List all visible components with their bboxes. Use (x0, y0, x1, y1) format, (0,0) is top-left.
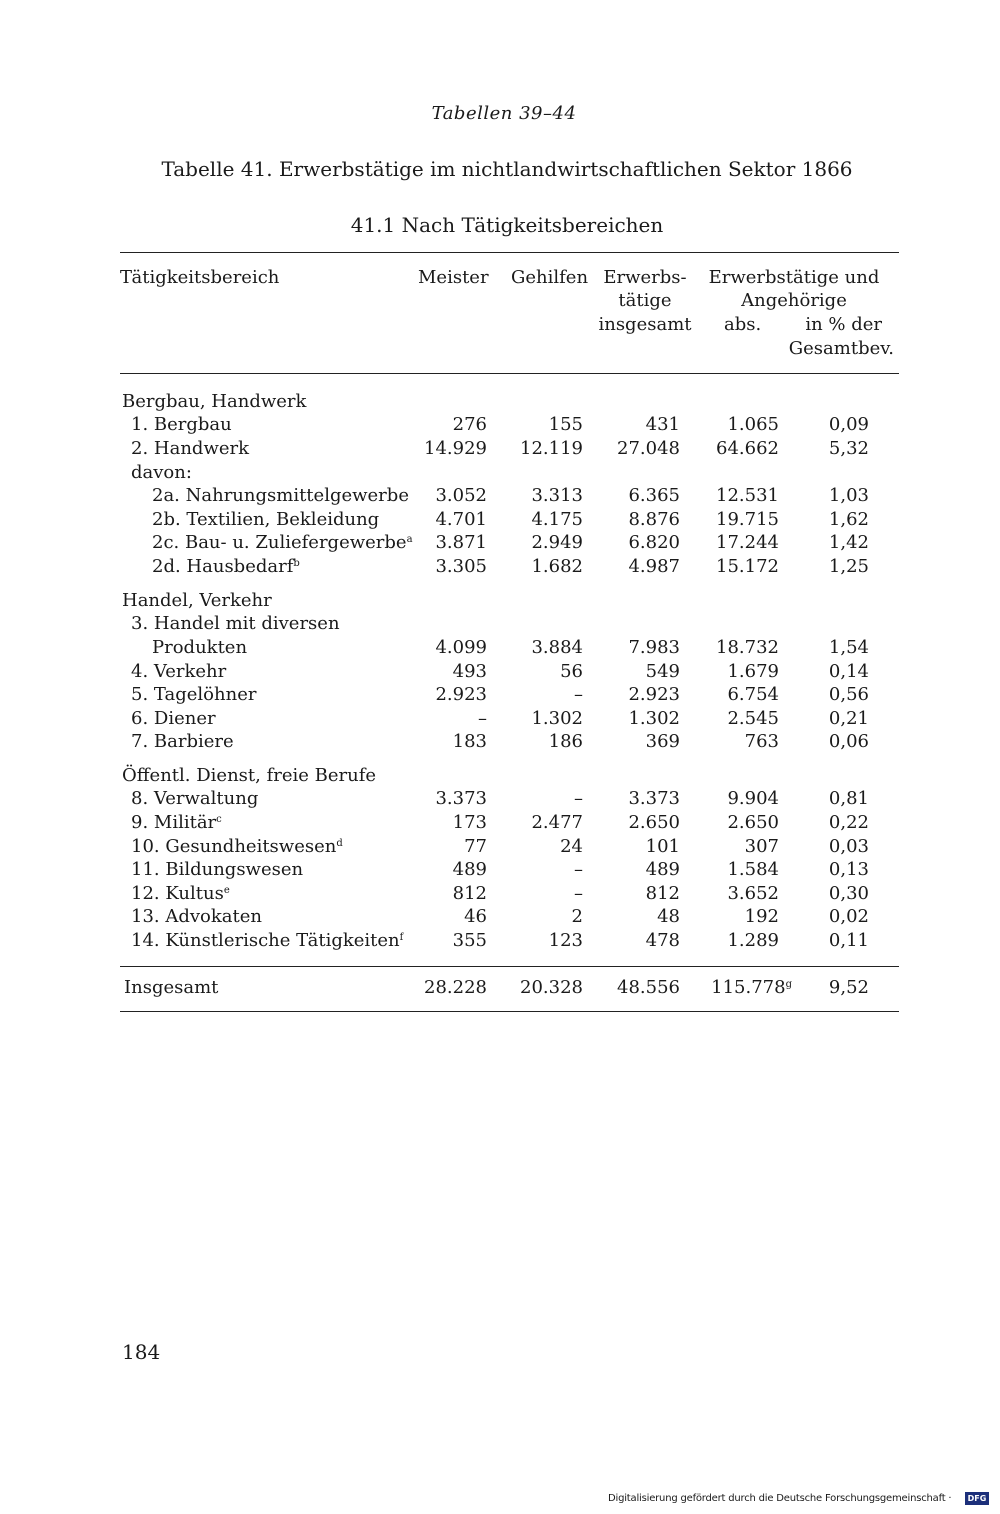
header-erwerbstaetige-1: Erwerbs- (603, 267, 687, 288)
table-row (0, 787, 1000, 811)
row-label (131, 660, 226, 684)
header-bereich: Tätigkeitsbereich (120, 267, 280, 288)
cell-meister: 276 (452, 414, 487, 435)
cell-abs: 12.531 (716, 485, 779, 506)
cell-erwerb: 812 (645, 883, 680, 904)
row-label-text: 11. Bildungswesen (131, 859, 304, 880)
cell-pct: 0,02 (828, 906, 869, 927)
cell-gehilfen: – (574, 788, 583, 809)
cell-erwerb: 48 (657, 906, 680, 927)
header-rule (120, 373, 899, 374)
row-label-text: Produkten (152, 637, 248, 658)
row-label-text: 13. Advokaten (131, 906, 262, 927)
cell-abs: 2.545 (727, 708, 779, 729)
cell-erwerb: 4.987 (628, 556, 680, 577)
row-label (131, 905, 262, 929)
row-label (152, 484, 409, 508)
cell-erwerb: 431 (645, 414, 680, 435)
row-label (122, 589, 272, 613)
cell-meister: 355 (452, 930, 487, 951)
row-label-text: 4. Verkehr (131, 661, 227, 682)
cell-abs: 1.679 (727, 661, 779, 682)
row-label-text: 2c. Bau- u. Zuliefergewerbe (152, 532, 407, 553)
cell-abs: 1.065 (727, 414, 779, 435)
cell-gehilfen: 3.313 (531, 485, 583, 506)
cell-erwerb: 1.302 (628, 708, 680, 729)
table-row (0, 531, 1000, 555)
footer-credit: Digitalisierung gefördert durch die Deutsche Forschungsgemeinschaft · (608, 1493, 952, 1504)
row-label (152, 531, 413, 555)
cell-abs: 3.652 (727, 883, 779, 904)
cell-gehilfen: – (574, 883, 583, 904)
header-meister: Meister (418, 267, 489, 288)
footnote-mark: b (293, 558, 300, 569)
cell-meister: 46 (464, 906, 487, 927)
table-row (0, 612, 1000, 636)
cell-abs: 763 (744, 731, 779, 752)
cell-erwerb: 489 (645, 859, 680, 880)
cell-meister: 3.305 (435, 556, 487, 577)
cell-meister: 183 (452, 731, 487, 752)
header-pct-2: Gesamtbev. (788, 338, 894, 359)
section-heading-row (0, 390, 1000, 414)
table-row (0, 555, 1000, 579)
row-label-text: 10. Gesundheitswesen (131, 836, 337, 857)
cell-gehilfen: 1.302 (531, 708, 583, 729)
row-label-text: 2a. Nahrungsmittelgewerbe (152, 485, 409, 506)
total-row (0, 976, 1000, 1000)
table-title: Tabelle 41. Erwerbstätige im nichtlandwirtschaftlichen Sektor 1866 (161, 157, 853, 181)
row-label-text: Handel, Verkehr (122, 590, 272, 611)
cell-pct: 1,25 (828, 556, 869, 577)
total-abs-value: 115.778 (711, 977, 786, 998)
cell-meister: 3.871 (435, 532, 487, 553)
table-row (0, 508, 1000, 532)
row-label (131, 730, 234, 754)
total-meister: 28.228 (424, 977, 487, 998)
table-row (0, 636, 1000, 660)
total-pct: 9,52 (828, 977, 869, 998)
cell-meister: 4.099 (435, 637, 487, 658)
table-row (0, 858, 1000, 882)
footnote-mark: c (216, 814, 222, 825)
cell-erwerb: 369 (645, 731, 680, 752)
cell-gehilfen: 1.682 (531, 556, 583, 577)
table-row (0, 811, 1000, 835)
row-label (131, 683, 256, 707)
cell-meister: 14.929 (424, 438, 487, 459)
cell-erwerb: 549 (645, 661, 680, 682)
cell-abs: 19.715 (716, 509, 779, 530)
row-label (131, 858, 303, 882)
table-row (0, 683, 1000, 707)
cell-abs: 6.754 (727, 684, 779, 705)
cell-gehilfen: 155 (548, 414, 583, 435)
row-label-text: davon: (131, 462, 192, 483)
cell-gehilfen: 24 (560, 836, 583, 857)
row-label-text: 2d. Hausbedarf (152, 556, 294, 577)
bottom-rule (120, 1011, 899, 1012)
page-number: 184 (122, 1340, 161, 1364)
cell-meister: – (478, 708, 487, 729)
cell-gehilfen: 2.949 (531, 532, 583, 553)
cell-abs: 192 (744, 906, 779, 927)
cell-pct: 1,03 (828, 485, 869, 506)
row-label-text: 12. Kultus (131, 883, 224, 904)
row-label (131, 929, 403, 953)
row-label (152, 508, 379, 532)
row-label-text: 9. Militär (131, 812, 217, 833)
cell-erwerb: 7.983 (628, 637, 680, 658)
cell-erwerb: 101 (645, 836, 680, 857)
cell-abs: 1.584 (727, 859, 779, 880)
table-row (0, 835, 1000, 859)
row-label (152, 555, 300, 579)
cell-gehilfen: 3.884 (531, 637, 583, 658)
row-label-text: 6. Diener (131, 708, 216, 729)
row-label-text: Bergbau, Handwerk (122, 391, 307, 412)
row-label-text: 2. Handwerk (131, 438, 250, 459)
table-row (0, 905, 1000, 929)
header-gehilfen: Gehilfen (511, 267, 589, 288)
header-erwerbstaetige-2: tätige (618, 290, 672, 311)
footnote-mark: d (336, 838, 343, 849)
cell-erwerb: 478 (645, 930, 680, 951)
cell-pct: 0,03 (828, 836, 869, 857)
row-label-text: 2b. Textilien, Bekleidung (152, 509, 380, 530)
row-label (131, 835, 343, 859)
section-heading-row (0, 764, 1000, 788)
cell-pct: 1,62 (828, 509, 869, 530)
table-row (0, 461, 1000, 485)
row-label (131, 882, 230, 906)
row-label-text: 7. Barbiere (131, 731, 234, 752)
row-label-text: 14. Künstlerische Tätigkeiten (131, 930, 400, 951)
cell-erwerb: 8.876 (628, 509, 680, 530)
cell-pct: 0,06 (828, 731, 869, 752)
cell-erwerb: 6.365 (628, 485, 680, 506)
cell-abs: 2.650 (727, 812, 779, 833)
row-label (131, 811, 222, 835)
cell-erwerb: 2.923 (628, 684, 680, 705)
total-erwerbstaetige: 48.556 (617, 977, 680, 998)
row-label (122, 764, 376, 788)
row-label-text: Öffentl. Dienst, freie Berufe (122, 765, 377, 786)
cell-gehilfen: 12.119 (520, 438, 583, 459)
header-pct-1: in % der (805, 314, 882, 335)
row-label-text: 1. Bergbau (131, 414, 232, 435)
table-subtitle: 41.1 Nach Tätigkeitsbereichen (350, 213, 664, 237)
footnote-mark: a (406, 534, 413, 545)
total-gehilfen: 20.328 (520, 977, 583, 998)
table-row (0, 882, 1000, 906)
total-abs (711, 976, 792, 1000)
cell-erwerb: 2.650 (628, 812, 680, 833)
cell-pct: 0,56 (828, 684, 869, 705)
cell-abs: 1.289 (727, 930, 779, 951)
cell-abs: 15.172 (716, 556, 779, 577)
cell-meister: 77 (464, 836, 487, 857)
row-label-text: 3. Handel mit diversen (131, 613, 340, 634)
cell-gehilfen: – (574, 859, 583, 880)
cell-erwerb: 3.373 (628, 788, 680, 809)
footnote-mark: g (785, 979, 792, 990)
table-row (0, 660, 1000, 684)
total-label: Insgesamt (124, 977, 219, 998)
table-row (0, 707, 1000, 731)
cell-pct: 0,30 (828, 883, 869, 904)
row-label (152, 636, 247, 660)
running-head: Tabellen 39–44 (431, 103, 577, 124)
table-row (0, 437, 1000, 461)
cell-abs: 17.244 (716, 532, 779, 553)
cell-meister: 812 (452, 883, 487, 904)
row-label (131, 413, 232, 437)
cell-gehilfen: 123 (548, 930, 583, 951)
row-label (131, 787, 258, 811)
cell-pct: 0,22 (828, 812, 869, 833)
row-label-text: 8. Verwaltung (131, 788, 259, 809)
cell-gehilfen: 56 (560, 661, 583, 682)
cell-meister: 489 (452, 859, 487, 880)
cell-abs: 307 (744, 836, 779, 857)
cell-gehilfen: 2 (571, 906, 583, 927)
header-group-2: Angehörige (741, 290, 847, 311)
table-row (0, 730, 1000, 754)
header-erwerbstaetige-3: insgesamt (598, 314, 692, 335)
row-label (122, 390, 306, 414)
header-abs: abs. (724, 314, 762, 335)
row-label-text: 5. Tagelöhner (131, 684, 257, 705)
cell-gehilfen: 2.477 (531, 812, 583, 833)
cell-pct: 0,21 (828, 708, 869, 729)
cell-pct: 0,81 (828, 788, 869, 809)
row-label (131, 437, 249, 461)
footnote-mark: e (223, 885, 230, 896)
cell-meister: 2.923 (435, 684, 487, 705)
cell-gehilfen: 4.175 (531, 509, 583, 530)
row-label (131, 707, 216, 731)
cell-pct: 0,13 (828, 859, 869, 880)
table-row (0, 929, 1000, 953)
cell-pct: 5,32 (828, 438, 869, 459)
section-heading-row (0, 589, 1000, 613)
cell-abs: 64.662 (716, 438, 779, 459)
footnote-mark: f (399, 932, 404, 943)
top-rule (120, 252, 899, 253)
cell-meister: 4.701 (435, 509, 487, 530)
cell-pct: 1,42 (828, 532, 869, 553)
cell-pct: 1,54 (828, 637, 869, 658)
total-rule (120, 966, 899, 967)
cell-gehilfen: – (574, 684, 583, 705)
cell-meister: 3.052 (435, 485, 487, 506)
row-label (131, 612, 340, 636)
cell-abs: 9.904 (727, 788, 779, 809)
row-label (131, 461, 192, 485)
dfg-logo: DFG (965, 1492, 989, 1505)
cell-pct: 0,09 (828, 414, 869, 435)
cell-meister: 493 (452, 661, 487, 682)
cell-pct: 0,11 (828, 930, 869, 951)
cell-abs: 18.732 (716, 637, 779, 658)
cell-erwerb: 6.820 (628, 532, 680, 553)
cell-gehilfen: 186 (548, 731, 583, 752)
header-group-1: Erwerbstätige und (708, 267, 880, 288)
table-row (0, 413, 1000, 437)
table-row (0, 484, 1000, 508)
cell-erwerb: 27.048 (617, 438, 680, 459)
cell-pct: 0,14 (828, 661, 869, 682)
cell-meister: 173 (452, 812, 487, 833)
cell-meister: 3.373 (435, 788, 487, 809)
